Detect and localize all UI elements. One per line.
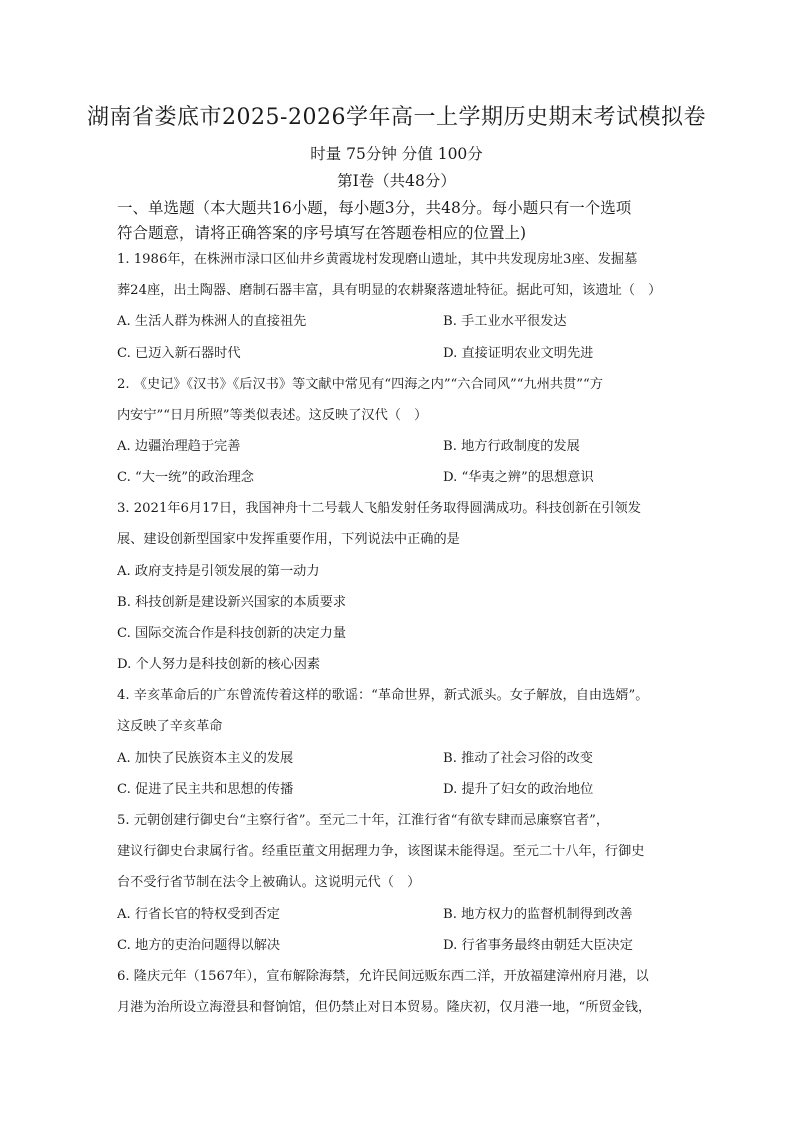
- question-4-option-a: A. 加快了民族资本主义的发展: [117, 751, 294, 766]
- question-4-option-d: D. 提升了妇女的政治地位: [443, 782, 594, 797]
- question-3-option-d: D. 个人努力是科技创新的核心因素: [117, 657, 321, 672]
- section-instructions: [117, 196, 687, 246]
- question-1-option-d: D. 直接证明农业文明先进: [443, 346, 594, 361]
- question-3-option-a: A. 政府支持是引领发展的第一动力: [117, 564, 320, 579]
- question-2-option-c: C. “大一统”的政治理念: [117, 470, 254, 485]
- question-1-stem-line-1: 1. 1986年，在株洲市渌口区仙井乡黄霞垅村发现磨山遗址，其中共发现房址3座、发掘墓: [117, 252, 638, 267]
- question-5-stem-line-1: 5. 元朝创建行御史台“主察行省”。至元二十年，江淮行省“有欲专肆而忌廉察官者”，: [117, 813, 610, 828]
- question-2-option-d: D. “华夷之辨”的思想意识: [443, 470, 594, 485]
- question-1-stem-line-2: 葬24座，出土陶器、磨制石器丰富，具有明显的农耕聚落遗址特征。据此可知，该遗址（ ）: [117, 283, 662, 298]
- question-5-option-a: A. 行省长官的特权受到否定: [117, 907, 280, 922]
- question-5-option-c: C. 地方的吏治问题得以解决: [117, 938, 281, 953]
- question-5-option-d: D. 行省事务最终由朝廷大臣决定: [443, 938, 633, 953]
- part-heading: 第I卷（共48分）: [337, 172, 456, 190]
- section-instructions-line-2: 符合题意，请将正确答案的序号填写在答题卷相应的位置上): [117, 224, 527, 242]
- question-3-stem-line-2: 展、建设创新型国家中发挥重要作用，下列说法中正确的是: [117, 532, 460, 547]
- question-4-stem-line-1: 4. 辛亥革命后的广东曾流传着这样的歌谣：“革命世界，新式派头。女子解放，自由选婿”。: [117, 688, 649, 703]
- question-2-stem-line-1: 2. 《史记》《汉书》《后汉书》等文献中常见有“四海之内”“六合同风”“九州共贯”“方: [117, 377, 603, 392]
- question-5-option-b: B. 地方权力的监督机制得到改善: [443, 907, 633, 922]
- question-2-stem-line-2: 内安宁”“日月所照”等类似表述。这反映了汉代（ ）: [117, 408, 428, 423]
- question-5-stem-line-2: 建议行御史台隶属行省。经重臣董文用据理力争，该图谋未能得逞。至元二十八年，行御史: [117, 844, 645, 859]
- question-4-option-b: B. 推动了社会习俗的改变: [443, 751, 593, 766]
- section-instructions-line-1: 一、单选题（本大题共16小题，每小题3分，共48分。每小题只有一个选项: [117, 199, 632, 217]
- question-3-option-b: B. 科技创新是建设新兴国家的本质要求: [117, 595, 347, 610]
- question-3-option-c: C. 国际交流合作是科技创新的决定力量: [117, 626, 347, 641]
- question-6-stem-line-2: 月港为治所设立海澄县和督饷馆，但仍禁止对日本贸易。隆庆初，仅月港一地，“所贸金钱，: [117, 1000, 652, 1015]
- question-1-option-a: A. 生活人群为株洲人的直接祖先: [117, 314, 307, 329]
- question-1-option-c: C. 已迈入新石器时代: [117, 346, 241, 361]
- question-4-stem-line-2: 这反映了辛亥革命: [117, 719, 223, 734]
- question-2-option-b: B. 地方行政制度的发展: [443, 439, 580, 454]
- question-4-option-c: C. 促进了民主共和思想的传播: [117, 782, 294, 797]
- exam-time-score: 时量 75分钟 分值 100分: [310, 145, 483, 163]
- question-6-stem-line-1: 6. 隆庆元年（1567年），宣布解除海禁，允许民间远贩东西二洋，开放福建漳州府月港，以: [117, 969, 649, 984]
- exam-title: 湖南省娄底市2025-2026学年高一上学期历史期末考试模拟卷: [87, 105, 706, 130]
- question-1-option-b: B. 手工业水平很发达: [443, 314, 567, 329]
- question-5-stem-line-3: 台不受行省节制在法令上被确认。这说明元代（ ）: [117, 875, 421, 890]
- question-3-stem-line-1: 3. 2021年6月17日，我国神舟十二号载人飞船发射任务取得圆满成功。科技创新在引领发: [117, 501, 641, 516]
- question-2-option-a: A. 边疆治理趋于完善: [117, 439, 241, 454]
